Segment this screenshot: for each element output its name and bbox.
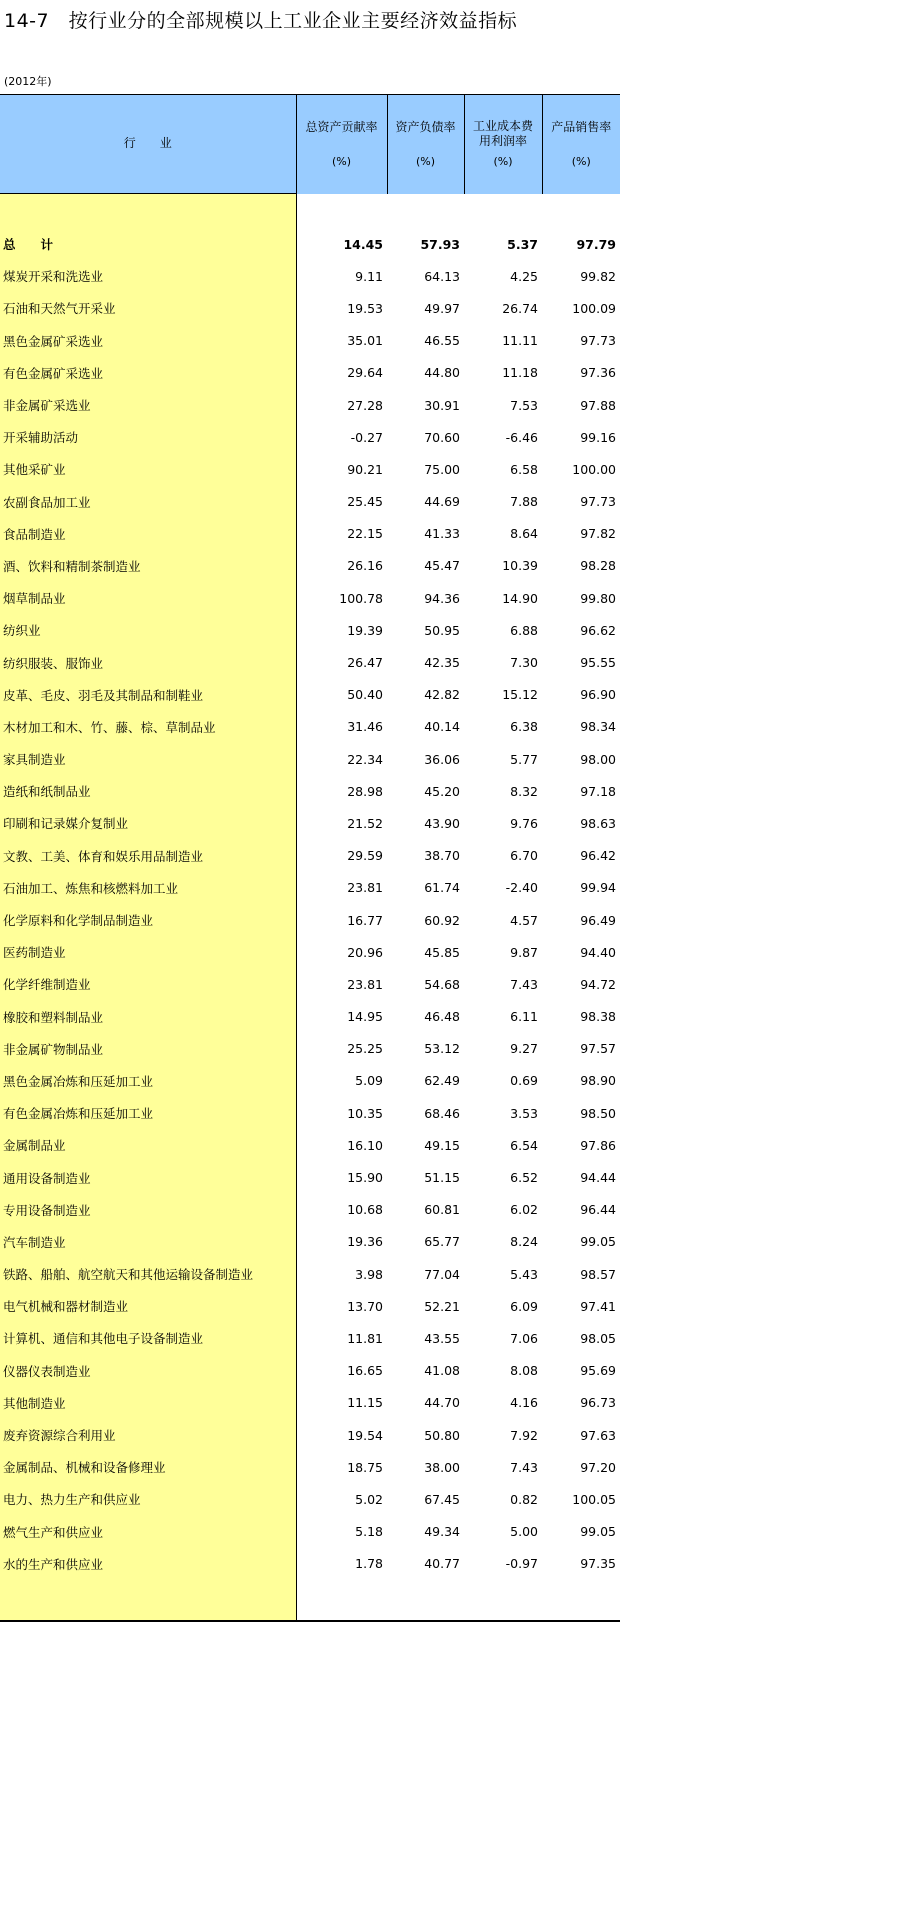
asset-contribution-cell: 10.68 bbox=[347, 1202, 383, 1218]
industry-cell: 计算机、通信和其他电子设备制造业 bbox=[0, 1322, 296, 1354]
table-row bbox=[0, 1194, 620, 1226]
asset-contribution-cell: -0.27 bbox=[350, 429, 383, 445]
header-col1 bbox=[296, 95, 387, 194]
sales-rate-cell: 99.05 bbox=[580, 1234, 616, 1250]
header-col3-unit: (%) bbox=[493, 155, 513, 169]
profit-rate-cell: 6.11 bbox=[510, 1009, 538, 1025]
sales-rate-cell: 99.82 bbox=[580, 268, 616, 284]
industry-cell: 家具制造业 bbox=[0, 743, 296, 775]
header-col1-unit: (%) bbox=[331, 155, 352, 169]
sales-rate-cell: 98.38 bbox=[580, 1009, 616, 1025]
debt-ratio-cell: 36.06 bbox=[424, 751, 460, 767]
profit-rate-cell: 6.09 bbox=[510, 1298, 538, 1314]
sales-rate-cell: 95.69 bbox=[580, 1363, 616, 1379]
sales-rate-cell: 95.55 bbox=[580, 655, 616, 671]
table-row bbox=[0, 1419, 620, 1451]
debt-ratio-cell: 46.48 bbox=[424, 1009, 460, 1025]
sales-rate-cell: 97.36 bbox=[580, 365, 616, 381]
table-row bbox=[0, 968, 620, 1000]
header-col2 bbox=[387, 95, 464, 194]
asset-contribution-cell: 27.28 bbox=[347, 397, 383, 413]
debt-ratio-cell: 41.08 bbox=[424, 1363, 460, 1379]
debt-ratio-cell: 68.46 bbox=[424, 1105, 460, 1121]
spacer-row bbox=[0, 194, 620, 229]
sales-rate-cell: 97.73 bbox=[580, 333, 616, 349]
debt-ratio-cell: 44.70 bbox=[424, 1395, 460, 1411]
table-row bbox=[0, 679, 620, 711]
asset-contribution-cell: 22.15 bbox=[347, 526, 383, 542]
profit-rate-cell: 9.27 bbox=[510, 1041, 538, 1057]
asset-contribution-cell: 11.81 bbox=[347, 1330, 383, 1346]
debt-ratio-cell: 42.35 bbox=[424, 655, 460, 671]
profit-rate-cell: 14.90 bbox=[502, 590, 538, 606]
debt-ratio-cell: 60.81 bbox=[424, 1202, 460, 1218]
header-col3-label: 工业成本费用利润率 bbox=[472, 119, 533, 149]
sales-rate-cell: 97.57 bbox=[580, 1041, 616, 1057]
asset-contribution-cell: 16.77 bbox=[347, 912, 383, 928]
sales-rate-cell: 97.73 bbox=[580, 494, 616, 510]
debt-ratio-cell: 45.20 bbox=[424, 783, 460, 799]
profit-rate-cell: 6.54 bbox=[510, 1137, 538, 1153]
asset-contribution-cell: 3.98 bbox=[355, 1266, 383, 1282]
table-row bbox=[0, 582, 620, 614]
sales-rate-cell: 100.05 bbox=[572, 1491, 616, 1507]
debt-ratio-cell: 50.80 bbox=[424, 1427, 460, 1443]
asset-contribution-cell: 19.36 bbox=[347, 1234, 383, 1250]
industry-cell: 造纸和纸制品业 bbox=[0, 775, 296, 807]
debt-ratio-cell: 43.55 bbox=[424, 1330, 460, 1346]
table-row bbox=[0, 357, 620, 389]
table-body bbox=[0, 194, 620, 1621]
asset-contribution-cell: 14.45 bbox=[343, 236, 383, 252]
sales-rate-cell: 99.05 bbox=[580, 1524, 616, 1540]
asset-contribution-cell: 19.39 bbox=[347, 622, 383, 638]
profit-rate-cell: 6.38 bbox=[510, 719, 538, 735]
profit-rate-cell: 8.24 bbox=[510, 1234, 538, 1250]
industry-cell: 总 计 bbox=[0, 228, 296, 260]
profit-rate-cell: 15.12 bbox=[502, 687, 538, 703]
profit-rate-cell: 5.77 bbox=[510, 751, 538, 767]
sales-rate-cell: 97.82 bbox=[580, 526, 616, 542]
industry-cell: 燃气生产和供应业 bbox=[0, 1516, 296, 1548]
profit-rate-cell: -6.46 bbox=[505, 429, 538, 445]
header-col1-label: 总资产贡献率 bbox=[305, 120, 378, 135]
profit-rate-cell: 9.76 bbox=[510, 815, 538, 831]
industry-cell: 食品制造业 bbox=[0, 518, 296, 550]
table-row bbox=[0, 1258, 620, 1290]
profit-rate-cell: 10.39 bbox=[502, 558, 538, 574]
table-row bbox=[0, 1129, 620, 1161]
sales-rate-cell: 98.50 bbox=[580, 1105, 616, 1121]
debt-ratio-cell: 45.85 bbox=[424, 944, 460, 960]
sales-rate-cell: 98.28 bbox=[580, 558, 616, 574]
debt-ratio-cell: 41.33 bbox=[424, 526, 460, 542]
profit-rate-cell: 6.52 bbox=[510, 1170, 538, 1186]
debt-ratio-cell: 77.04 bbox=[424, 1266, 460, 1282]
header-row bbox=[0, 95, 620, 194]
sales-rate-cell: 99.94 bbox=[580, 880, 616, 896]
debt-ratio-cell: 30.91 bbox=[424, 397, 460, 413]
asset-contribution-cell: 25.45 bbox=[347, 494, 383, 510]
table-row bbox=[0, 1548, 620, 1580]
debt-ratio-cell: 40.14 bbox=[424, 719, 460, 735]
debt-ratio-cell: 46.55 bbox=[424, 333, 460, 349]
sales-rate-cell: 97.18 bbox=[580, 783, 616, 799]
table-row bbox=[0, 486, 620, 518]
asset-contribution-cell: 26.47 bbox=[347, 655, 383, 671]
sales-rate-cell: 97.88 bbox=[580, 397, 616, 413]
table-row bbox=[0, 743, 620, 775]
table-row bbox=[0, 1161, 620, 1193]
table-row bbox=[0, 1097, 620, 1129]
table-row bbox=[0, 872, 620, 904]
sales-rate-cell: 96.49 bbox=[580, 912, 616, 928]
asset-contribution-cell: 20.96 bbox=[347, 944, 383, 960]
sales-rate-cell: 97.86 bbox=[580, 1137, 616, 1153]
asset-contribution-cell: 11.15 bbox=[347, 1395, 383, 1411]
asset-contribution-cell: 21.52 bbox=[347, 815, 383, 831]
header-col4 bbox=[542, 95, 620, 194]
debt-ratio-cell: 45.47 bbox=[424, 558, 460, 574]
debt-ratio-cell: 44.69 bbox=[424, 494, 460, 510]
profit-rate-cell: 4.16 bbox=[510, 1395, 538, 1411]
table-row bbox=[0, 1226, 620, 1258]
profit-rate-cell: 26.74 bbox=[502, 300, 538, 316]
debt-ratio-cell: 94.36 bbox=[424, 590, 460, 606]
debt-ratio-cell: 50.95 bbox=[424, 622, 460, 638]
sales-rate-cell: 98.90 bbox=[580, 1073, 616, 1089]
industry-cell: 石油加工、炼焦和核燃料加工业 bbox=[0, 872, 296, 904]
table-row bbox=[0, 1290, 620, 1322]
industry-cell: 废弃资源综合利用业 bbox=[0, 1419, 296, 1451]
industry-cell: 纺织业 bbox=[0, 614, 296, 646]
debt-ratio-cell: 49.15 bbox=[424, 1137, 460, 1153]
industry-cell: 黑色金属冶炼和压延加工业 bbox=[0, 1065, 296, 1097]
industry-cell: 有色金属矿采选业 bbox=[0, 357, 296, 389]
asset-contribution-cell: 16.10 bbox=[347, 1137, 383, 1153]
profit-rate-cell: 7.53 bbox=[510, 397, 538, 413]
sales-rate-cell: 99.16 bbox=[580, 429, 616, 445]
sales-rate-cell: 97.63 bbox=[580, 1427, 616, 1443]
asset-contribution-cell: 29.64 bbox=[347, 365, 383, 381]
sales-rate-cell: 94.72 bbox=[580, 976, 616, 992]
sales-rate-cell: 94.44 bbox=[580, 1170, 616, 1186]
asset-contribution-cell: 23.81 bbox=[347, 880, 383, 896]
debt-ratio-cell: 42.82 bbox=[424, 687, 460, 703]
sales-rate-cell: 96.62 bbox=[580, 622, 616, 638]
debt-ratio-cell: 38.00 bbox=[424, 1459, 460, 1475]
profit-rate-cell: 9.87 bbox=[510, 944, 538, 960]
sales-rate-cell: 97.35 bbox=[580, 1556, 616, 1572]
header-industry-label: 行 业 bbox=[123, 136, 172, 150]
debt-ratio-cell: 61.74 bbox=[424, 880, 460, 896]
sales-rate-cell: 98.00 bbox=[580, 751, 616, 767]
profit-rate-cell: 5.37 bbox=[507, 236, 538, 252]
industry-cell: 化学原料和化学制品制造业 bbox=[0, 904, 296, 936]
table-row bbox=[0, 1001, 620, 1033]
asset-contribution-cell: 10.35 bbox=[347, 1105, 383, 1121]
asset-contribution-cell: 25.25 bbox=[347, 1041, 383, 1057]
asset-contribution-cell: 35.01 bbox=[347, 333, 383, 349]
profit-rate-cell: 7.06 bbox=[510, 1330, 538, 1346]
industry-cell: 金属制品业 bbox=[0, 1129, 296, 1161]
industry-cell: 化学纤维制造业 bbox=[0, 968, 296, 1000]
industry-cell: 黑色金属矿采选业 bbox=[0, 325, 296, 357]
profit-rate-cell: 0.82 bbox=[510, 1491, 538, 1507]
page-title: 14-7 按行业分的全部规模以上工业企业主要经济效益指标 bbox=[4, 10, 518, 32]
industry-cell: 仪器仪表制造业 bbox=[0, 1355, 296, 1387]
sales-rate-cell: 97.20 bbox=[580, 1459, 616, 1475]
industry-cell: 文教、工美、体育和娱乐用品制造业 bbox=[0, 840, 296, 872]
asset-contribution-cell: 13.70 bbox=[347, 1298, 383, 1314]
table-row bbox=[0, 1065, 620, 1097]
sales-rate-cell: 94.40 bbox=[580, 944, 616, 960]
sales-rate-cell: 96.42 bbox=[580, 848, 616, 864]
table-row bbox=[0, 389, 620, 421]
asset-contribution-cell: 15.90 bbox=[347, 1170, 383, 1186]
profit-rate-cell: 5.43 bbox=[510, 1266, 538, 1282]
asset-contribution-cell: 31.46 bbox=[347, 719, 383, 735]
debt-ratio-cell: 43.90 bbox=[424, 815, 460, 831]
profit-rate-cell: 7.88 bbox=[510, 494, 538, 510]
asset-contribution-cell: 29.59 bbox=[347, 848, 383, 864]
industry-cell: 其他制造业 bbox=[0, 1387, 296, 1419]
industry-cell: 医药制造业 bbox=[0, 936, 296, 968]
asset-contribution-cell: 1.78 bbox=[355, 1556, 383, 1572]
debt-ratio-cell: 49.97 bbox=[424, 300, 460, 316]
year-note: (2012年) bbox=[4, 75, 52, 88]
profit-rate-cell: -2.40 bbox=[505, 880, 538, 896]
industry-cell: 铁路、船舶、航空航天和其他运输设备制造业 bbox=[0, 1258, 296, 1290]
sales-rate-cell: 98.34 bbox=[580, 719, 616, 735]
sales-rate-cell: 98.63 bbox=[580, 815, 616, 831]
profit-rate-cell: 7.92 bbox=[510, 1427, 538, 1443]
industry-cell: 皮革、毛皮、羽毛及其制品和制鞋业 bbox=[0, 679, 296, 711]
table-row bbox=[0, 1322, 620, 1354]
industry-cell: 专用设备制造业 bbox=[0, 1194, 296, 1226]
industry-cell: 印刷和记录媒介复制业 bbox=[0, 807, 296, 839]
industry-cell: 电气机械和器材制造业 bbox=[0, 1290, 296, 1322]
sales-rate-cell: 96.90 bbox=[580, 687, 616, 703]
profit-rate-cell: 8.08 bbox=[510, 1363, 538, 1379]
profit-rate-cell: 11.18 bbox=[502, 365, 538, 381]
asset-contribution-cell: 9.11 bbox=[355, 268, 383, 284]
asset-contribution-cell: 5.18 bbox=[355, 1524, 383, 1540]
asset-contribution-cell: 22.34 bbox=[347, 751, 383, 767]
header-industry bbox=[0, 95, 296, 194]
debt-ratio-cell: 64.13 bbox=[424, 268, 460, 284]
table-row bbox=[0, 1355, 620, 1387]
profit-rate-cell: 6.02 bbox=[510, 1202, 538, 1218]
debt-ratio-cell: 65.77 bbox=[424, 1234, 460, 1250]
header-col4-unit: (%) bbox=[571, 155, 591, 169]
profit-rate-cell: 7.30 bbox=[510, 655, 538, 671]
profit-rate-cell: 7.43 bbox=[510, 976, 538, 992]
sales-rate-cell: 98.05 bbox=[580, 1330, 616, 1346]
profit-rate-cell: 4.57 bbox=[510, 912, 538, 928]
total-row bbox=[0, 228, 620, 260]
profit-rate-cell: 8.64 bbox=[510, 526, 538, 542]
profit-rate-cell: 6.58 bbox=[510, 461, 538, 477]
table-row bbox=[0, 325, 620, 357]
asset-contribution-cell: 50.40 bbox=[347, 687, 383, 703]
debt-ratio-cell: 54.68 bbox=[424, 976, 460, 992]
table-row bbox=[0, 840, 620, 872]
table-row bbox=[0, 260, 620, 292]
industry-cell: 纺织服装、服饰业 bbox=[0, 646, 296, 678]
asset-contribution-cell: 26.16 bbox=[347, 558, 383, 574]
debt-ratio-cell: 44.80 bbox=[424, 365, 460, 381]
industry-cell: 开采辅助活动 bbox=[0, 421, 296, 453]
header-col2-label: 资产负债率 bbox=[395, 120, 456, 135]
table-bottom-row bbox=[0, 1580, 620, 1621]
debt-ratio-cell: 67.45 bbox=[424, 1491, 460, 1507]
sales-rate-cell: 97.41 bbox=[580, 1298, 616, 1314]
asset-contribution-cell: 14.95 bbox=[347, 1009, 383, 1025]
table-row bbox=[0, 421, 620, 453]
debt-ratio-cell: 60.92 bbox=[424, 912, 460, 928]
table-row bbox=[0, 292, 620, 324]
sales-rate-cell: 96.44 bbox=[580, 1202, 616, 1218]
sales-rate-cell: 96.73 bbox=[580, 1395, 616, 1411]
industry-cell: 橡胶和塑料制品业 bbox=[0, 1001, 296, 1033]
industry-cell: 电力、热力生产和供应业 bbox=[0, 1483, 296, 1515]
profit-rate-cell: 4.25 bbox=[510, 268, 538, 284]
table-row bbox=[0, 1483, 620, 1515]
profit-rate-cell: 6.88 bbox=[510, 622, 538, 638]
debt-ratio-cell: 57.93 bbox=[420, 236, 460, 252]
asset-contribution-cell: 5.02 bbox=[355, 1491, 383, 1507]
table-row bbox=[0, 936, 620, 968]
asset-contribution-cell: 90.21 bbox=[347, 461, 383, 477]
asset-contribution-cell: 28.98 bbox=[347, 783, 383, 799]
table-row bbox=[0, 646, 620, 678]
industry-cell: 有色金属冶炼和压延加工业 bbox=[0, 1097, 296, 1129]
debt-ratio-cell: 52.21 bbox=[424, 1298, 460, 1314]
profit-rate-cell: 5.00 bbox=[510, 1524, 538, 1540]
profit-rate-cell: 6.70 bbox=[510, 848, 538, 864]
asset-contribution-cell: 19.53 bbox=[347, 300, 383, 316]
indicator-table bbox=[0, 94, 620, 1622]
industry-cell: 通用设备制造业 bbox=[0, 1161, 296, 1193]
table-row bbox=[0, 1451, 620, 1483]
table-row bbox=[0, 614, 620, 646]
asset-contribution-cell: 5.09 bbox=[355, 1073, 383, 1089]
debt-ratio-cell: 70.60 bbox=[424, 429, 460, 445]
debt-ratio-cell: 51.15 bbox=[424, 1170, 460, 1186]
industry-cell: 石油和天然气开采业 bbox=[0, 292, 296, 324]
profit-rate-cell: 0.69 bbox=[510, 1073, 538, 1089]
table-row bbox=[0, 453, 620, 485]
profit-rate-cell: 8.32 bbox=[510, 783, 538, 799]
table-row bbox=[0, 711, 620, 743]
table-row bbox=[0, 775, 620, 807]
table-row bbox=[0, 550, 620, 582]
debt-ratio-cell: 53.12 bbox=[424, 1041, 460, 1057]
industry-cell: 烟草制品业 bbox=[0, 582, 296, 614]
asset-contribution-cell: 100.78 bbox=[339, 590, 383, 606]
industry-cell: 非金属矿物制品业 bbox=[0, 1033, 296, 1065]
asset-contribution-cell: 23.81 bbox=[347, 976, 383, 992]
header-col2-unit: (%) bbox=[415, 155, 436, 169]
asset-contribution-cell: 16.65 bbox=[347, 1363, 383, 1379]
profit-rate-cell: 7.43 bbox=[510, 1459, 538, 1475]
sales-rate-cell: 98.57 bbox=[580, 1266, 616, 1282]
industry-cell: 金属制品、机械和设备修理业 bbox=[0, 1451, 296, 1483]
sales-rate-cell: 100.00 bbox=[572, 461, 616, 477]
header-col4-label: 产品销售率 bbox=[551, 120, 612, 135]
table-row bbox=[0, 1033, 620, 1065]
table-row bbox=[0, 1387, 620, 1419]
debt-ratio-cell: 40.77 bbox=[424, 1556, 460, 1572]
industry-cell: 汽车制造业 bbox=[0, 1226, 296, 1258]
table-row bbox=[0, 518, 620, 550]
industry-cell: 农副食品加工业 bbox=[0, 486, 296, 518]
sales-rate-cell: 100.09 bbox=[572, 300, 616, 316]
industry-cell: 煤炭开采和洗选业 bbox=[0, 260, 296, 292]
debt-ratio-cell: 62.49 bbox=[424, 1073, 460, 1089]
debt-ratio-cell: 49.34 bbox=[424, 1524, 460, 1540]
sales-rate-cell: 97.79 bbox=[576, 236, 616, 252]
table-row bbox=[0, 1516, 620, 1548]
industry-cell: 木材加工和木、竹、藤、棕、草制品业 bbox=[0, 711, 296, 743]
debt-ratio-cell: 38.70 bbox=[424, 848, 460, 864]
table-row bbox=[0, 904, 620, 936]
profit-rate-cell: 3.53 bbox=[510, 1105, 538, 1121]
sales-rate-cell: 99.80 bbox=[580, 590, 616, 606]
debt-ratio-cell: 75.00 bbox=[424, 461, 460, 477]
industry-cell: 非金属矿采选业 bbox=[0, 389, 296, 421]
industry-cell: 其他采矿业 bbox=[0, 453, 296, 485]
asset-contribution-cell: 18.75 bbox=[347, 1459, 383, 1475]
profit-rate-cell: 11.11 bbox=[502, 333, 538, 349]
header-col3 bbox=[464, 95, 542, 194]
asset-contribution-cell: 19.54 bbox=[347, 1427, 383, 1443]
table-row bbox=[0, 807, 620, 839]
industry-cell: 酒、饮料和精制茶制造业 bbox=[0, 550, 296, 582]
industry-cell: 水的生产和供应业 bbox=[0, 1548, 296, 1580]
profit-rate-cell: -0.97 bbox=[505, 1556, 538, 1572]
